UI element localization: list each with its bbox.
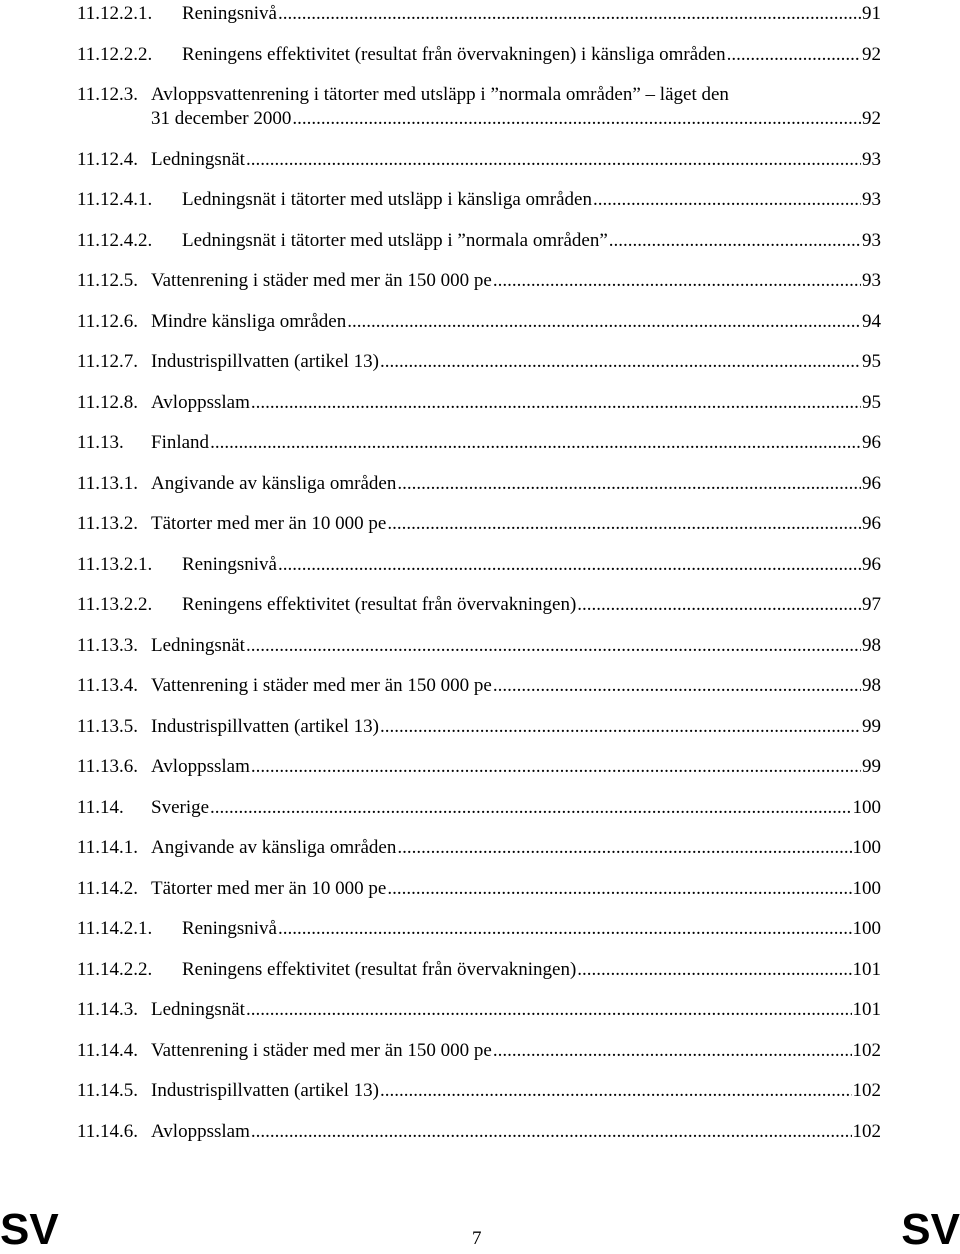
toc-entry-number: 11.13. [77, 432, 124, 453]
toc-entry-page: 93 [862, 270, 881, 291]
toc-entry[interactable] [77, 391, 881, 415]
toc-entry-page: 102 [852, 1080, 881, 1101]
toc-entry-title: Reningens effektivitet (resultat från övervakningen) i känsliga områden [182, 44, 726, 65]
dot-leader [609, 229, 861, 253]
toc-entry-number: 11.14.2.1. [77, 918, 153, 939]
toc-entry-number: 11.13.1. [77, 473, 139, 494]
toc-entry[interactable] [77, 310, 881, 334]
toc-entry-title: Reningsnivå [182, 3, 277, 24]
toc-entry-number: 11.12.5. [77, 270, 139, 291]
toc-entry-page: 98 [862, 635, 881, 656]
toc-entry-number: 11.12.2.2. [77, 44, 153, 65]
page-number: 7 [472, 1228, 482, 1249]
toc-entry-title: Vattenrening i städer med mer än 150 000 pe [151, 1040, 492, 1061]
dot-leader [292, 107, 861, 131]
dot-leader [577, 958, 851, 982]
toc-entry[interactable] [77, 83, 881, 131]
toc-entry[interactable] [77, 836, 881, 860]
toc-entry-title: Reningens effektivitet (resultat från övervakningen) [182, 959, 577, 980]
dot-leader [347, 310, 861, 334]
toc-entry-title: Finland [151, 432, 210, 453]
toc-entry-title: Sverige [151, 797, 210, 818]
dot-leader [251, 391, 861, 415]
toc-entry-page: 95 [862, 392, 881, 413]
toc-entry[interactable] [77, 229, 881, 253]
toc-entry-page: 98 [862, 675, 881, 696]
toc-entry-page: 96 [862, 432, 881, 453]
toc-entry-number: 11.12.6. [77, 311, 139, 332]
toc-entry-title: Angivande av känsliga områden [151, 473, 397, 494]
toc-entry-number: 11.14. [77, 797, 124, 818]
toc-entry-number: 11.12.4.1. [77, 189, 153, 210]
toc-entry-title: Tätorter med mer än 10 000 pe [151, 513, 387, 534]
toc-entry-page: 99 [862, 716, 881, 737]
toc-entry-title: Reningsnivå [182, 554, 277, 575]
toc-entry[interactable] [77, 512, 881, 536]
toc-entry[interactable] [77, 674, 881, 698]
dot-leader [210, 431, 861, 455]
dot-leader [387, 512, 861, 536]
toc-entry-title: Industrispillvatten (artikel 13) [151, 716, 379, 737]
toc-entry[interactable] [77, 917, 881, 941]
toc-entry-title: Mindre känsliga områden [151, 311, 347, 332]
toc-entry[interactable] [77, 634, 881, 658]
toc-entry-number: 11.14.5. [77, 1080, 139, 1101]
toc-entry-number: 11.13.2. [77, 513, 139, 534]
toc-entry-page: 100 [852, 797, 881, 818]
dot-leader [493, 1039, 852, 1063]
toc-entry-title: Ledningsnät [151, 999, 245, 1020]
dot-leader [493, 269, 861, 293]
toc-entry[interactable] [77, 269, 881, 293]
toc-entry-page: 96 [862, 513, 881, 534]
toc-entry-page: 100 [852, 918, 881, 939]
toc-entry-page: 95 [862, 351, 881, 372]
toc-entry-title: Ledningsnät i tätorter med utsläpp i känsliga områden [182, 189, 592, 210]
toc-entry-title: Angivande av känsliga områden [151, 837, 397, 858]
toc-entry-title: Avloppsslam [151, 1121, 250, 1142]
dot-leader [278, 553, 861, 577]
dot-leader [397, 472, 861, 496]
toc-entry[interactable] [77, 553, 881, 577]
toc-entry[interactable] [77, 43, 881, 67]
toc-entry-number: 11.13.2.2. [77, 594, 153, 615]
toc-entry-number: 11.14.2. [77, 878, 139, 899]
toc-entry[interactable] [77, 593, 881, 617]
toc-entry-page: 100 [852, 837, 881, 858]
dot-leader [387, 877, 851, 901]
dot-leader [380, 715, 861, 739]
toc-entry[interactable] [77, 1120, 881, 1144]
toc-entry-title: Avloppsslam [151, 756, 250, 777]
toc-entry-number: 11.13.5. [77, 716, 139, 737]
toc-entry-title: Vattenrening i städer med mer än 150 000 pe [151, 675, 492, 696]
toc-entry[interactable] [77, 1079, 881, 1103]
toc-entry-number: 11.14.3. [77, 999, 139, 1020]
toc-entry-number: 11.14.2.2. [77, 959, 153, 980]
dot-leader [593, 188, 861, 212]
dot-leader [397, 836, 851, 860]
dot-leader [278, 2, 861, 26]
dot-leader [380, 1079, 852, 1103]
toc-entry-page: 102 [852, 1121, 881, 1142]
toc-entry[interactable] [77, 148, 881, 172]
toc-entry-number: 11.12.4. [77, 149, 139, 170]
toc-entry-page: 100 [852, 878, 881, 899]
toc-entry-page: 92 [862, 44, 881, 65]
toc-entry-title: Ledningsnät [151, 149, 245, 170]
toc-entry[interactable] [77, 188, 881, 212]
toc-entry[interactable] [77, 998, 881, 1022]
toc-entry[interactable] [77, 2, 881, 26]
toc-entry-title: Avloppsvattenrening i tätorter med utsläpp i ”normala områden” – läget den [151, 84, 729, 105]
toc-entry-page: 93 [862, 189, 881, 210]
toc-entry-title: Avloppsslam [151, 392, 250, 413]
toc-entry[interactable] [77, 350, 881, 374]
toc-entry-page: 92 [862, 108, 881, 129]
toc-entry-title: Reningens effektivitet (resultat från övervakningen) [182, 594, 577, 615]
dot-leader [727, 43, 861, 67]
dot-leader [246, 148, 861, 172]
toc-entry-number: 11.12.7. [77, 351, 139, 372]
toc-entry-page: 102 [852, 1040, 881, 1061]
toc-entry[interactable] [77, 796, 881, 820]
toc-entry-number: 11.12.3. [77, 84, 139, 105]
toc-entry-title: Reningsnivå [182, 918, 277, 939]
toc-entry[interactable] [77, 877, 881, 901]
toc-entry-number: 11.13.4. [77, 675, 139, 696]
toc-entry[interactable] [77, 958, 881, 982]
toc-entry-title-continued: 31 december 2000 [151, 108, 292, 129]
toc-entry-number: 11.12.4.2. [77, 230, 153, 251]
toc-entry-number: 11.14.1. [77, 837, 139, 858]
toc-entry-page: 96 [862, 554, 881, 575]
toc-entry-page: 101 [852, 959, 881, 980]
toc-entry-number: 11.13.6. [77, 756, 139, 777]
toc-entry-page: 93 [862, 149, 881, 170]
toc-entry-number: 11.14.6. [77, 1121, 139, 1142]
toc-entry-page: 97 [862, 594, 881, 615]
toc-entry[interactable] [77, 755, 881, 779]
toc-entry-number: 11.13.3. [77, 635, 139, 656]
toc-entry-page: 96 [862, 473, 881, 494]
toc-entry-title: Ledningsnät i tätorter med utsläpp i ”normala områden” [182, 230, 608, 251]
toc-entry-title: Industrispillvatten (artikel 13) [151, 351, 379, 372]
toc-entry-title: Ledningsnät [151, 635, 245, 656]
toc-entry-title: Industrispillvatten (artikel 13) [151, 1080, 379, 1101]
toc-entry-page: 101 [852, 999, 881, 1020]
dot-leader [246, 998, 852, 1022]
toc-entry-number: 11.12.8. [77, 392, 139, 413]
footer-language-left: SV [0, 1205, 59, 1254]
toc-entry-title: Tätorter med mer än 10 000 pe [151, 878, 387, 899]
toc-entry-page: 93 [862, 230, 881, 251]
toc-entry-title: Vattenrening i städer med mer än 150 000 pe [151, 270, 492, 291]
footer-language-right: SV [901, 1205, 960, 1254]
toc-entry-page: 99 [862, 756, 881, 777]
toc-entry-number: 11.14.4. [77, 1040, 139, 1061]
dot-leader [577, 593, 861, 617]
toc-entry-page: 94 [862, 311, 881, 332]
dot-leader [380, 350, 861, 374]
dot-leader [493, 674, 861, 698]
dot-leader [246, 634, 861, 658]
toc-entry-page: 91 [862, 3, 881, 24]
dot-leader [251, 755, 861, 779]
dot-leader [251, 1120, 852, 1144]
toc-entry[interactable] [77, 431, 881, 455]
dot-leader [210, 796, 851, 820]
toc-entry[interactable] [77, 715, 881, 739]
toc-entry[interactable] [77, 1039, 881, 1063]
toc-entry[interactable] [77, 472, 881, 496]
dot-leader [278, 917, 852, 941]
toc-entry-number: 11.13.2.1. [77, 554, 153, 575]
toc-entry-number: 11.12.2.1. [77, 3, 153, 24]
